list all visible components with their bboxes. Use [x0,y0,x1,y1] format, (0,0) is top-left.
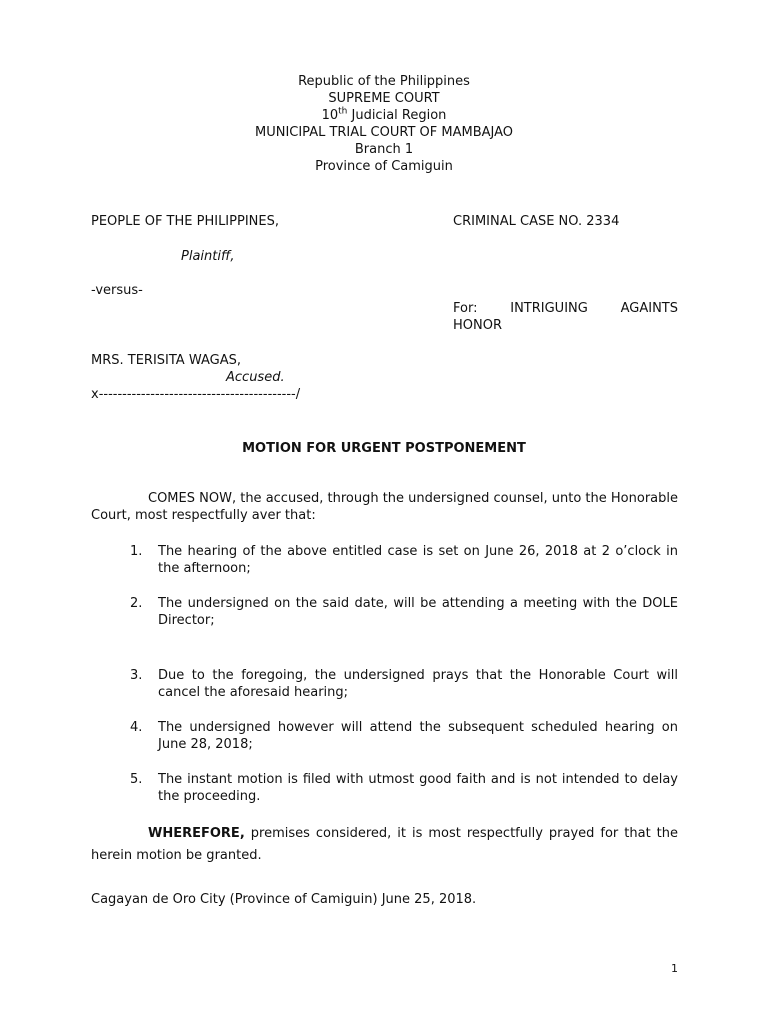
list-item [130,595,678,629]
list-item-text: The undersigned on the said date, will be attending a meeting with the DOLE Director; [158,596,678,628]
page-number: 1 [671,962,678,975]
charge-block [453,300,678,334]
party-role: Plaintiff, [181,249,235,264]
header-branch: Branch 1 [354,142,414,157]
list-item [130,667,678,701]
accused-name: MRS. TERISITA WAGAS, [91,353,241,368]
list-item-number: 2. [130,596,143,611]
list-item [130,543,678,577]
versus-label: -versus- [91,283,143,298]
court-header [0,73,768,175]
accused-role: Accused. [226,370,285,385]
list-item-number: 5. [130,772,143,787]
intro-paragraph: COMES NOW, the accused, through the undersigned counsel, unto the Honorable Court, most respectfully aver that: [91,491,678,523]
list-item-text: The undersigned however will attend the subsequent scheduled hearing on June 28, 2018; [158,720,678,752]
list-item-text: The hearing of the above entitled case is set on June 26, 2018 at 2 o’clock in the afternoon; [158,544,678,576]
list-item-text: The instant motion is filed with utmost good faith and is not intended to delay the proceeding. [158,772,678,804]
motion-title: MOTION FOR URGENT POSTPONEMENT [242,441,526,456]
charge-line-2: HONOR [453,318,502,333]
party-name: PEOPLE OF THE PHILIPPINES, [91,214,279,229]
list-item-number: 1. [130,544,143,559]
list-item-text: Due to the foregoing, the undersigned prays that the Honorable Court will cancel the aforesaid hearing; [158,668,678,700]
prayer-lead: WHEREFORE, [148,826,245,841]
header-court-name: MUNICIPAL TRIAL COURT OF MAMBAJAO [254,125,514,140]
list-item [130,719,678,753]
prayer-text: premises considered, it is most respectfully prayed for that the herein motion be granted. [91,826,678,863]
case-number: CRIMINAL CASE NO. 2334 [453,214,620,229]
list-item [130,771,678,805]
prayer-paragraph [91,823,678,867]
charge-line-1: For: INTRIGUING AGAINTS [453,301,678,316]
list-item-number: 3. [130,668,143,683]
header-province: Province of Camiguin [315,159,453,174]
place-date: Cagayan de Oro City (Province of Camiguin) June 25, 2018. [91,892,477,907]
header-republic: Republic of the Philippines [298,74,470,89]
header-supreme-court: SUPREME COURT [328,91,440,106]
header-judicial-region: 10th Judicial Region [321,106,447,123]
list-item-number: 4. [130,720,143,735]
caption-separator: x------------------------------------------/ [91,387,301,402]
